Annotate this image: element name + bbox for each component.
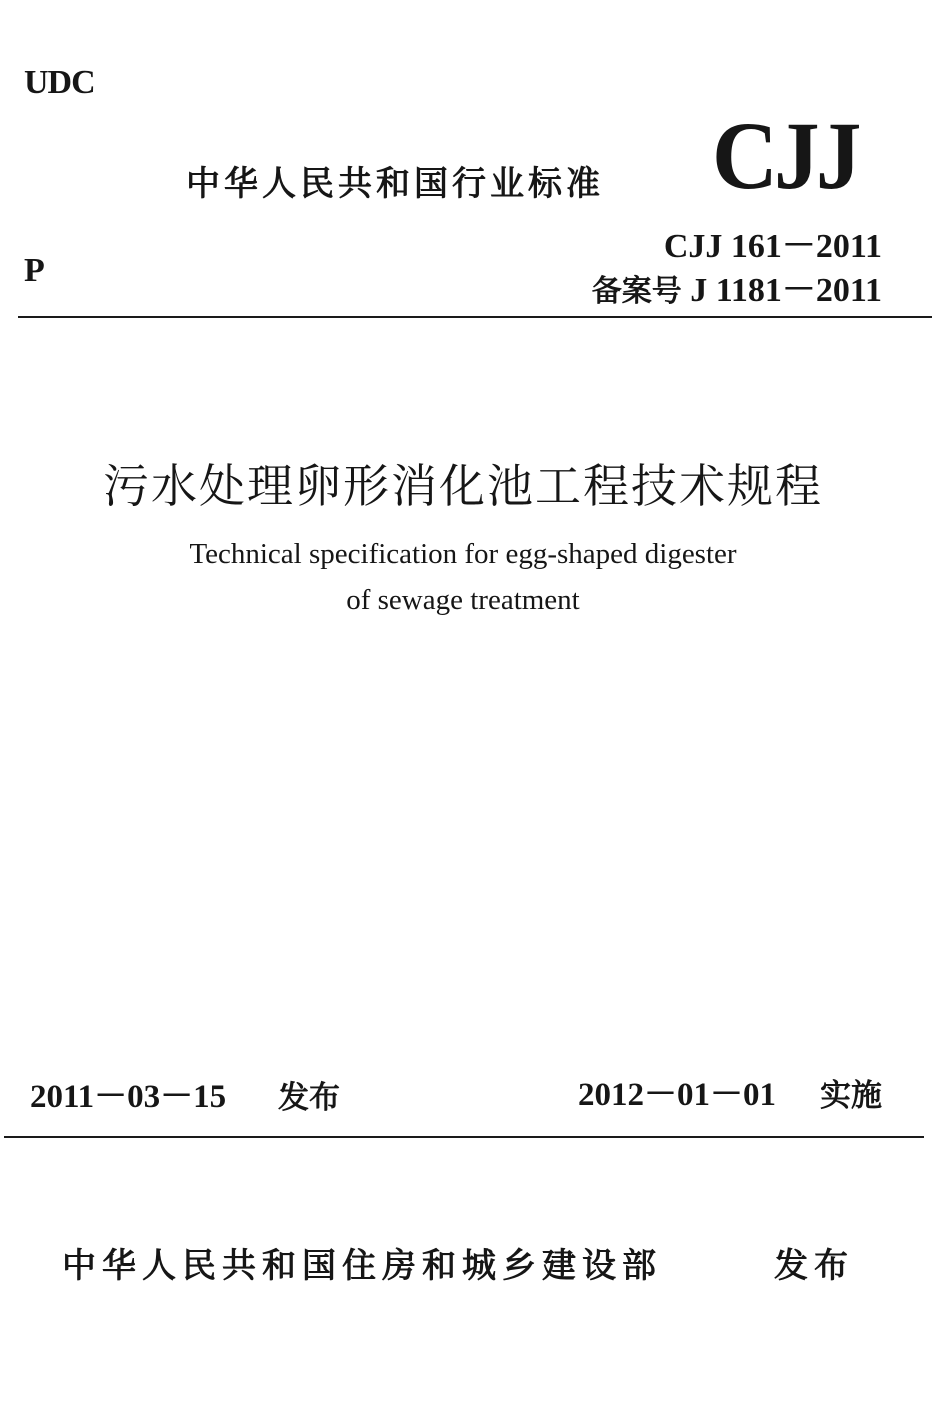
document-title-english-line2: of sewage treatment	[346, 584, 580, 616]
top-divider	[18, 316, 932, 318]
release-date: 2011－03－15	[30, 1079, 227, 1115]
cjj-logo: CJJ	[712, 102, 858, 209]
standard-number: CJJ 161－2011	[663, 228, 882, 265]
implementation-label: 实施	[820, 1078, 882, 1114]
record-number: J 1181－2011	[690, 272, 882, 309]
implementation-date: 2012－01－01	[578, 1077, 776, 1113]
publisher-ministry: 中华人民共和国住房和城乡建设部	[62, 1246, 662, 1286]
industry-standard-heading: 中华人民共和国行业标准	[186, 164, 604, 204]
udc-label: UDC	[24, 64, 95, 101]
release-label: 发布	[278, 1080, 340, 1116]
document-title-chinese: 污水处理卵形消化池工程技术规程	[103, 459, 823, 513]
bottom-divider	[4, 1136, 924, 1138]
publisher-label: 发布	[774, 1246, 854, 1286]
record-number-line	[592, 262, 882, 311]
record-label: 备案号	[591, 274, 682, 309]
document-title-english-line1: Technical specification for egg-shaped digester	[189, 538, 737, 570]
classification-code: P	[24, 252, 45, 289]
